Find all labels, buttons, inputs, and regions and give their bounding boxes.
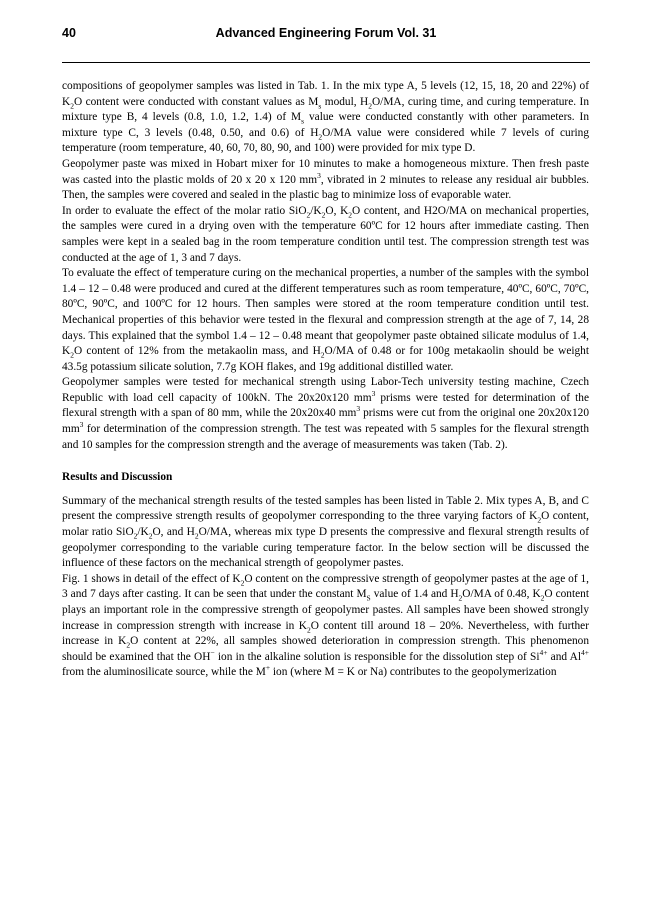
header-rule bbox=[62, 62, 590, 63]
paragraph-mixing: Geopolymer paste was mixed in Hobart mixer for 10 minutes to make a homogeneous mixture. Then fresh paste was casted into the plastic molds of 20 x 20 x 120 $mm^3$, vibrated in 2 minutes to release any residual air bubbles. Then, the samples were covered and sealed in the plastic bag to minimize loss of evaporable water. bbox=[62, 157, 589, 202]
running-header bbox=[62, 26, 590, 44]
body-text bbox=[62, 79, 589, 681]
page-number: 40 bbox=[62, 26, 76, 40]
paragraph-mix-types: compositions of geopolymer samples was listed in Tab. 1. In the mix type A, 5 levels (12, 15, 18, 20 and 22%) of $K_2O$ content were conducted with constant values as $M_s$ modul, $H_2O/MA$, curing time, and curing temperature. In mixture type B, 4 levels (0.8, 1.0, 1.2, 1.4) of $M_s$ value were conducted constantly with other parameters. In mixture type C, 3 levels (0.48, 0.50, and 0.6) of $H_2O/MA$ value were considered while 7 levels of curing temperature (room temperature, 40, 60, 70, 80, 90, and 100) were provided for mix type D. bbox=[62, 80, 589, 155]
paragraph-temperature: To evaluate the effect of temperature curing on the mechanical properties, a number of the samples with the symbol 1.4 – 12 – 0.48 were produced and cured at the different temperatures such as room temperature, 40ºC, 60ºC, 70ºC, 80ºC, 90ºC, and 100ºC for 12 hours. Then samples were stored at the room temperature condition until test. Mechanical properties of this behavior were tested in the flexural and compression strength at the age of 7, 14, 28 days. This explained that the symbol 1.4 – 12 – 0.48 meant that geopolymer paste obtained silicate modulus of 1.4, $K_2O$ content of 12% from the metakaolin mass, and $H_2O/MA$ of 0.48 or for 100g metakaolin should be weight 43.5g potassium silicate solution, 7.7g KOH flakes, and 19g additional distilled water. bbox=[62, 267, 589, 373]
paragraph-curing: In order to evaluate the effect of the molar ratio $SiO_2/K_2O$, $K_2O$ content, and H2O/MA on mechanical properties, the samples were cured in a drying oven with the temperature 60ºC for 12 hours after immediate casting. Then samples were kept in a sealed bag in the room temperature condition until test. The compression strength test was conducted at the age of 1, 3 and 7 days. bbox=[62, 204, 589, 264]
paragraph-figure-1: Fig. 1 shows in detail of the effect of $K_2O$ content on the compressive strength of geopolymer pastes at the age of 1, 3 and 7 days after casting. It can be seen that under the constant $M_S$ value of 1.4 and $H_2O/MA$ of 0.48, $K_2O$ content plays an important role in the compressive strength of geopolymer pastes. All samples have been showed strongly increase in compression strength with increase in $K_2O$ content till around 18 – 20%. Nevertheless, with further increase in $K_2O$ content at 22%, all samples showed deterioration in compression strength. This phenomenon should be examined that the OH− ion in the alkaline solution is responsible for the dissolution step of $Si^{4+}$ and $Al^{4+}$ from the aluminosilicate source, while the M+ ion (where M = K or Na) contributes to the geopolymerization bbox=[62, 572, 589, 679]
journal-title: Advanced Engineering Forum Vol. 31 bbox=[215, 26, 437, 40]
section-heading: Results and Discussion bbox=[62, 471, 173, 484]
paragraph-summary: Summary of the mechanical strength results of the tested samples has been listed in Table 2. Mix types A, B, and C present the compressive strength results of geopolymer corresponding to the three varying factors of $K_2O$ content, molar ratio $SiO_2/K_2O$, and $H_2O/MA$, whereas mix type D presents the compressive and flexural strength results of geopolymer corresponding to the variable curing temperature factor. In the below section will be discussed the influence of these factors on the mechanical strength of geopolymer pastes. bbox=[62, 494, 589, 570]
paragraph-testing: Geopolymer samples were tested for mechanical strength using Labor-Tech university testing machine, Czech Republic with load cell capacity of 100kN. The 20x20x120 $mm^3$ prisms were tested for determination of the flexural strength with a span of 80 mm, while the 20x20x40 $mm^3$ prisms were cut from the original one 20x20x120 $mm^3$ for determination of the compression strength. The test was repeated with 5 samples for the flexural strength and 10 samples for the compression strength and the average of measurements was taken (Tab. 2). bbox=[62, 376, 589, 451]
